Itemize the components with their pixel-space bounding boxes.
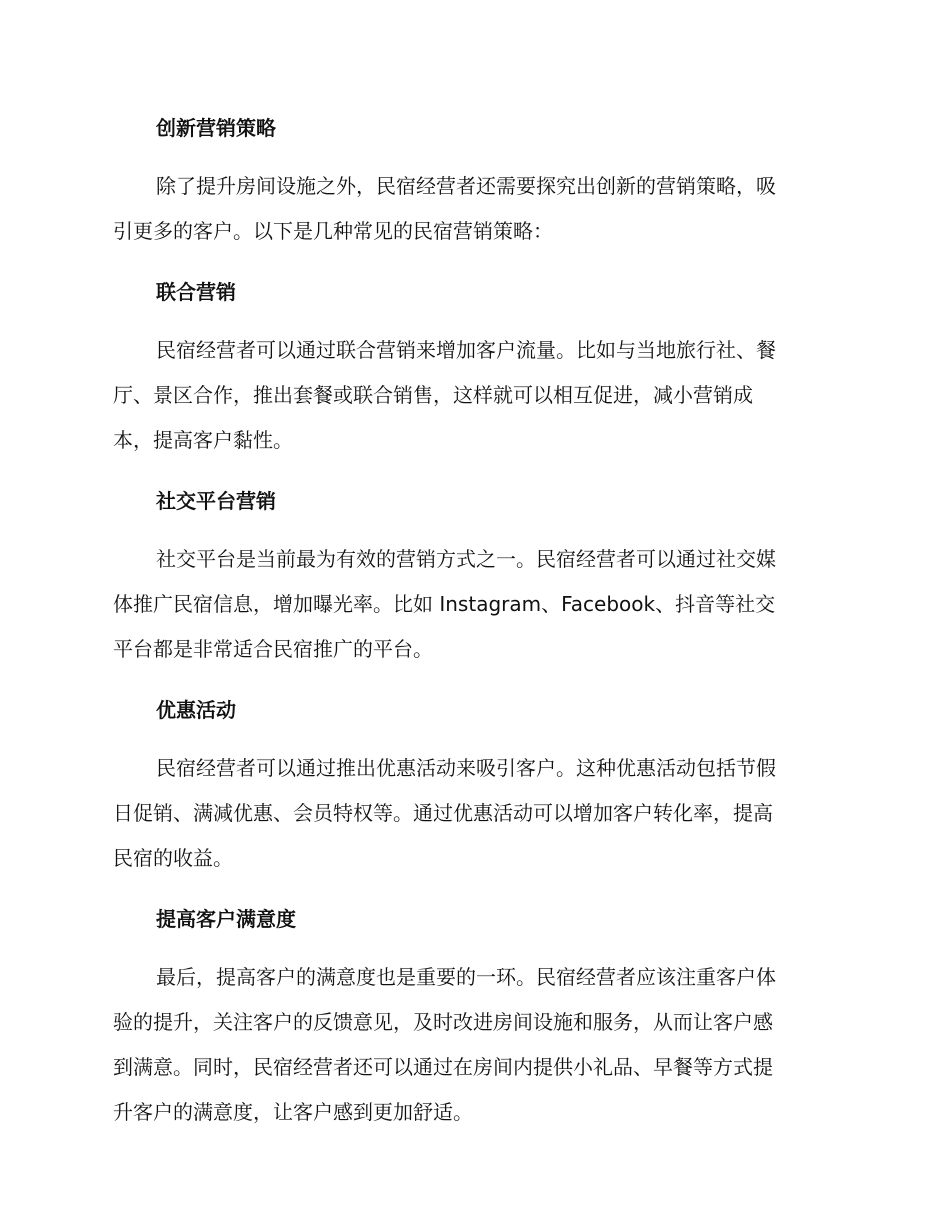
paragraph-line: 厅、景区合作，推出套餐或联合销售，这样就可以相互促进，减小营销成 xyxy=(113,383,753,407)
paragraph-line: 体推广民宿信息，增加曝光率。比如 Instagram、Facebook、抖音等社交 xyxy=(113,592,776,616)
section-paragraph xyxy=(113,164,831,254)
paragraph-line: 引更多的客户。以下是几种常见的民宿营销策略： xyxy=(113,219,553,243)
section-paragraph xyxy=(113,746,831,881)
document-body xyxy=(113,104,831,1135)
section-customer-satisfaction xyxy=(113,895,831,1135)
paragraph-line: 验的提升，关注客户的反馈意见，及时改进房间设施和服务，从而让客户感 xyxy=(113,1010,773,1034)
section-paragraph xyxy=(113,537,831,672)
section-paragraph xyxy=(113,328,831,463)
section-promotions xyxy=(113,686,831,881)
paragraph-line: 升客户的满意度，让客户感到更加舒适。 xyxy=(113,1100,473,1124)
section-innovative-marketing xyxy=(113,104,831,254)
paragraph-line: 民宿经营者可以通过联合营销来增加客户流量。比如与当地旅行社、餐 xyxy=(156,338,776,362)
paragraph-line: 日促销、满减优惠、会员特权等。通过优惠活动可以增加客户转化率，提高 xyxy=(113,801,773,825)
section-heading: 社交平台营销 xyxy=(156,489,276,513)
paragraph-line: 民宿经营者可以通过推出优惠活动来吸引客户。这种优惠活动包括节假 xyxy=(156,756,776,780)
paragraph-line: 到满意。同时，民宿经营者还可以通过在房间内提供小礼品、早餐等方式提 xyxy=(113,1055,773,1079)
section-heading: 创新营销策略 xyxy=(156,116,276,140)
section-heading: 联合营销 xyxy=(156,280,236,304)
paragraph-line: 社交平台是当前最为有效的营销方式之一。民宿经营者可以通过社交媒 xyxy=(156,547,776,571)
paragraph-line: 除了提升房间设施之外，民宿经营者还需要探究出创新的营销策略，吸 xyxy=(156,174,776,198)
section-social-platform-marketing xyxy=(113,477,831,672)
section-joint-marketing xyxy=(113,268,831,463)
paragraph-line: 本，提高客户黏性。 xyxy=(113,428,293,452)
section-heading: 提高客户满意度 xyxy=(156,907,296,931)
paragraph-line: 最后，提高客户的满意度也是重要的一环。民宿经营者应该注重客户体 xyxy=(156,965,776,989)
paragraph-line: 民宿的收益。 xyxy=(113,846,233,870)
section-heading: 优惠活动 xyxy=(156,698,236,722)
section-paragraph xyxy=(113,955,831,1135)
paragraph-line: 平台都是非常适合民宿推广的平台。 xyxy=(113,637,433,661)
